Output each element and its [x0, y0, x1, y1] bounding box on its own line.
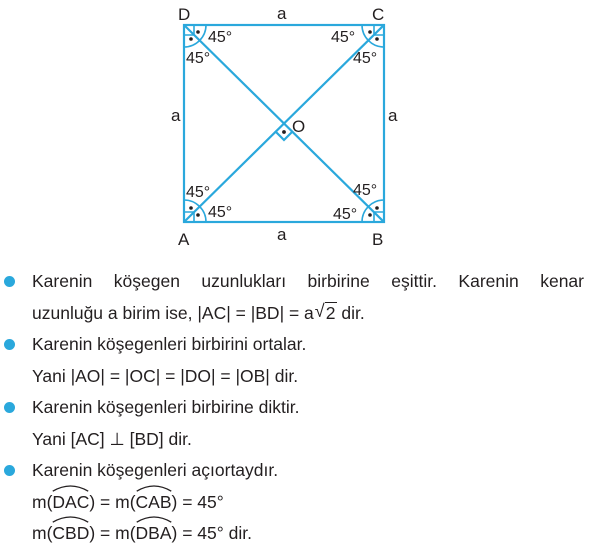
property-text-line2: Yani [AC] ⊥ [BD] dir.: [32, 428, 192, 449]
property-text-line1: Karenin köşegenleri açıortaydır.: [32, 460, 279, 480]
dot-d1: [196, 30, 200, 34]
vertex-label-a: A: [178, 230, 190, 249]
eq-text: m(: [32, 523, 53, 543]
angle-label-d-down: 45°: [186, 50, 211, 67]
angle-label-d-right: 45°: [208, 29, 233, 46]
side-label-right: a: [388, 106, 398, 125]
property-item-perpendicular: [0, 392, 592, 455]
square-diagram: [0, 0, 592, 250]
property-text-line1: Karenin köşegenleri birbirini ortalar.: [32, 334, 307, 354]
vertex-label-c: C: [372, 5, 385, 24]
vertex-label-d: D: [178, 5, 191, 24]
eq-text: m(: [32, 491, 53, 512]
dot-a2: [196, 213, 200, 217]
angle-notation: [52, 518, 89, 550]
properties-list: [0, 266, 592, 550]
angle-name: CAB: [135, 491, 172, 512]
angle-notation: [52, 487, 89, 519]
bullet-dot-icon: [4, 465, 15, 476]
property-item-equal-diagonals: [0, 266, 592, 329]
angle-equation-2: [32, 518, 592, 550]
angle-label-b-left: 45°: [333, 206, 358, 223]
dot-c1: [368, 30, 372, 34]
angle-arc-icon: [52, 515, 89, 523]
center-label-o: O: [292, 117, 306, 136]
property-item-angle-bisector: [0, 455, 592, 550]
bullet-dot-icon: [4, 402, 15, 413]
property-item-bisect: [0, 329, 592, 392]
angle-equation-1: [32, 487, 592, 519]
bullet-dot-icon: [4, 339, 15, 350]
eq-text: ) = m(: [89, 491, 136, 512]
side-label-top: a: [277, 4, 287, 23]
side-label-bottom: a: [277, 225, 287, 244]
vertex-label-b: B: [372, 230, 384, 249]
radicand: 2: [325, 302, 336, 323]
angle-notation: [136, 518, 172, 550]
dot-a1: [189, 206, 193, 210]
eq-text: ) = 45°: [171, 491, 224, 512]
angle-name: DBA: [135, 523, 172, 543]
dot-c2: [375, 37, 379, 41]
angle-label-a-up: 45°: [186, 184, 211, 201]
property-text-line1: Karenin köşegen uzunlukları birbirine eşittir. Karenin kenar: [32, 271, 584, 291]
angle-name: DAC: [52, 491, 90, 512]
property-text-line2: Yani |AO| = |OC| = |DO| = |OB| dir.: [32, 365, 299, 386]
eq-text: ) = 45° dir.: [171, 523, 252, 543]
side-label-left: a: [171, 106, 181, 125]
angle-label-b-up: 45°: [353, 182, 378, 199]
formula-suffix: dir.: [336, 302, 365, 323]
dot-d2: [189, 37, 193, 41]
square-root: [315, 298, 337, 330]
angle-name: CBD: [52, 523, 90, 543]
property-text-line1: Karenin köşegenleri birbirine diktir.: [32, 397, 300, 417]
formula-prefix: uzunluğu a birim ise, |AC| = |BD| = a: [32, 302, 314, 323]
right-angle-dot-o: [282, 130, 286, 134]
radical-sign-icon: √: [314, 300, 325, 321]
bullet-dot-icon: [4, 276, 15, 287]
angle-label-c-left: 45°: [331, 29, 356, 46]
property-text-line2: [32, 298, 592, 330]
dot-b2: [368, 213, 372, 217]
angle-label-c-down: 45°: [353, 50, 378, 67]
eq-text: ) = m(: [89, 523, 136, 543]
angle-arc-icon: [136, 484, 172, 492]
angle-label-a-right: 45°: [208, 204, 233, 221]
angle-notation: [136, 487, 172, 519]
angle-arc-icon: [136, 515, 172, 523]
angle-arc-icon: [52, 484, 89, 492]
dot-b1: [375, 206, 379, 210]
